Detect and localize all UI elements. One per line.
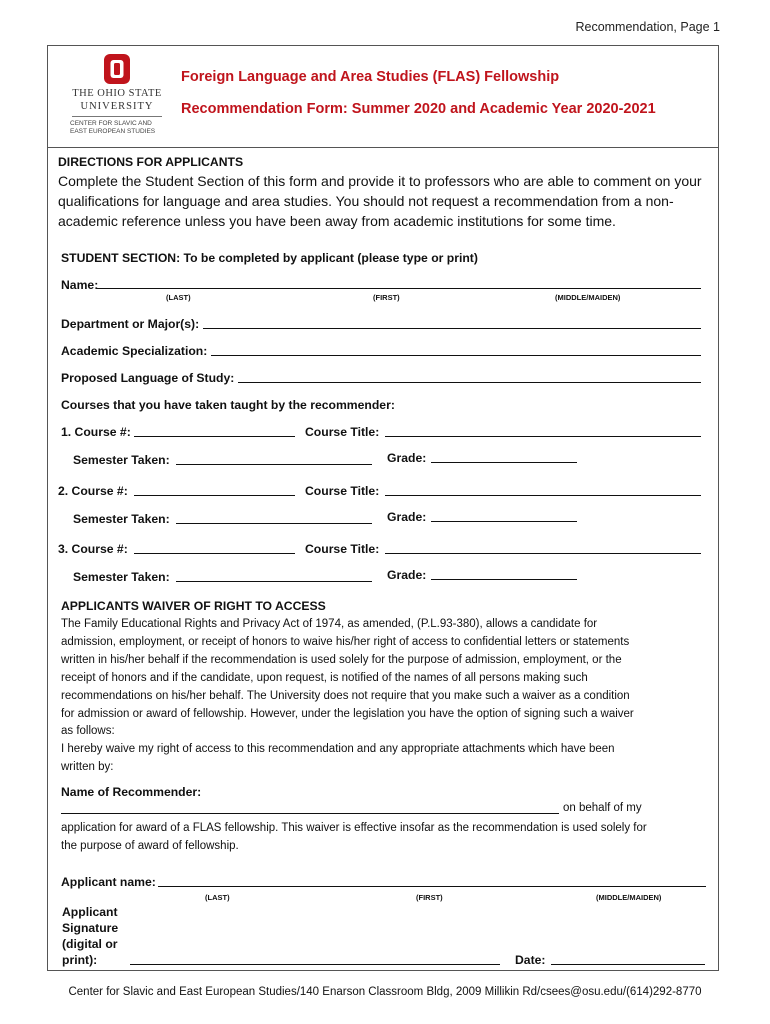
course-2-grade-label: Grade: xyxy=(387,510,427,524)
logo-line-2: UNIVERSITY xyxy=(80,101,154,112)
header-divider xyxy=(47,147,719,148)
ohio-state-block-o-icon xyxy=(102,52,132,86)
language-label: Proposed Language of Study: xyxy=(61,371,235,385)
directions-line-1: Complete the Student Section of this form and provide it to professors who are able to comment on your xyxy=(58,173,702,189)
courses-heading: Courses that you have taken taught by the recommender: xyxy=(61,398,395,412)
course-3-grade-field[interactable] xyxy=(431,579,577,580)
course-3-title-field[interactable] xyxy=(385,553,701,554)
footer-contact: Center for Slavic and East European Studies/140 Enarson Classroom Bldg, 2009 Millikin Rd/csees@osu.edu/(614)292-8770 xyxy=(68,986,702,998)
name-sublabel-middle: (MIDDLE/MAIDEN) xyxy=(555,293,621,302)
course-1-title-label: Course Title: xyxy=(305,425,380,439)
waiver-text-4: receipt of honors and if the candidate, upon request, is notified of the names of all persons making such xyxy=(61,672,588,684)
university-logo xyxy=(62,52,172,142)
specialization-label: Academic Specialization: xyxy=(61,344,208,358)
course-1-semester-field[interactable] xyxy=(176,464,372,465)
course-2-semester-field[interactable] xyxy=(176,523,372,524)
course-1-grade-label: Grade: xyxy=(387,451,427,465)
waiver-text-8: I hereby waive my right of access to this recommendation and any appropriate attachments which have been xyxy=(61,743,615,755)
waiver-text-1: The Family Educational Rights and Privacy Act of 1974, as amended, (P.L.93-380), allows a candidate for xyxy=(61,618,598,630)
course-1-number-label: 1. Course #: xyxy=(61,425,131,439)
course-2-semester-label: Semester Taken: xyxy=(73,512,170,526)
recommender-label: Name of Recommender: xyxy=(61,785,202,799)
name-field[interactable] xyxy=(97,288,701,289)
specialization-field[interactable] xyxy=(211,355,701,356)
course-2-title-field[interactable] xyxy=(385,495,701,496)
logo-line-4: EAST EUROPEAN STUDIES xyxy=(70,128,156,135)
course-3-grade-label: Grade: xyxy=(387,568,427,582)
directions-line-2: qualifications for language and area studies. You should not request a recommendation from a non- xyxy=(58,193,674,209)
application-text-2: the purpose of award of fellowship. xyxy=(61,840,239,852)
student-section-heading: STUDENT SECTION: To be completed by applicant (please type or print) xyxy=(61,251,478,265)
applicant-sublabel-last: (LAST) xyxy=(205,893,230,902)
applicant-name-label: Applicant name: xyxy=(61,875,156,889)
name-sublabel-first: (FIRST) xyxy=(373,293,400,302)
recommender-field[interactable] xyxy=(61,813,559,814)
course-1-number-field[interactable] xyxy=(134,436,295,437)
course-2-number-field[interactable] xyxy=(134,495,295,496)
signature-field[interactable] xyxy=(130,964,500,965)
course-3-semester-label: Semester Taken: xyxy=(73,570,170,584)
signature-label-4: print): xyxy=(62,953,98,967)
course-2-title-label: Course Title: xyxy=(305,484,380,498)
name-label: Name: xyxy=(61,278,99,292)
waiver-text-5: recommendations on his/her behalf. The University does not require that you make such a waiver as a condition xyxy=(61,690,630,702)
course-1-semester-label: Semester Taken: xyxy=(73,453,170,467)
name-sublabel-last: (LAST) xyxy=(166,293,191,302)
waiver-heading: APPLICANTS WAIVER OF RIGHT TO ACCESS xyxy=(61,599,326,613)
course-1-title-field[interactable] xyxy=(385,436,701,437)
signature-label-3: (digital or xyxy=(62,937,118,951)
course-3-title-label: Course Title: xyxy=(305,542,380,556)
date-field[interactable] xyxy=(551,964,705,965)
signature-label-2: Signature xyxy=(62,921,119,935)
language-field[interactable] xyxy=(238,382,701,383)
behalf-text: on behalf of my xyxy=(563,802,642,814)
course-3-number-field[interactable] xyxy=(134,553,295,554)
date-label: Date: xyxy=(515,953,546,967)
department-label: Department or Major(s): xyxy=(61,317,200,331)
logo-rule xyxy=(72,116,162,117)
application-text-1: application for award of a FLAS fellowship. This waiver is effective insofar as the recommendation is used solely for xyxy=(61,822,647,834)
applicant-sublabel-middle: (MIDDLE/MAIDEN) xyxy=(596,893,662,902)
page-label: Recommendation, Page 1 xyxy=(575,20,720,34)
applicant-sublabel-first: (FIRST) xyxy=(416,893,443,902)
waiver-text-7: as follows: xyxy=(61,725,115,737)
directions-heading: DIRECTIONS FOR APPLICANTS xyxy=(58,155,244,169)
course-1-grade-field[interactable] xyxy=(431,462,577,463)
course-2-number-label: 2. Course #: xyxy=(58,484,128,498)
logo-line-1: THE OHIO STATE xyxy=(72,88,162,99)
form-title-line-1: Foreign Language and Area Studies (FLAS) Fellowship xyxy=(181,69,560,85)
course-2-grade-field[interactable] xyxy=(431,521,577,522)
form-title-line-2: Recommendation Form: Summer 2020 and Academic Year 2020-2021 xyxy=(181,101,656,117)
directions-line-3: academic reference unless you have been away from academic institutions for some time. xyxy=(58,213,616,229)
signature-label-1: Applicant xyxy=(62,905,118,919)
waiver-text-6: for admission or award of fellowship. However, under the legislation you have the option of signing such a waiver xyxy=(61,708,634,720)
waiver-text-2: admission, employment, or receipt of honors to waive his/her right of access to confidential letters or statements xyxy=(61,636,630,648)
applicant-name-field[interactable] xyxy=(158,886,706,887)
logo-line-3: CENTER FOR SLAVIC AND xyxy=(70,120,152,127)
course-3-semester-field[interactable] xyxy=(176,581,372,582)
course-3-number-label: 3. Course #: xyxy=(58,542,128,556)
department-field[interactable] xyxy=(203,328,701,329)
waiver-text-9: written by: xyxy=(61,761,114,773)
waiver-text-3: written in his/her behalf if the recommendation is used solely for the purpose of admission, employment, or the xyxy=(61,654,622,666)
